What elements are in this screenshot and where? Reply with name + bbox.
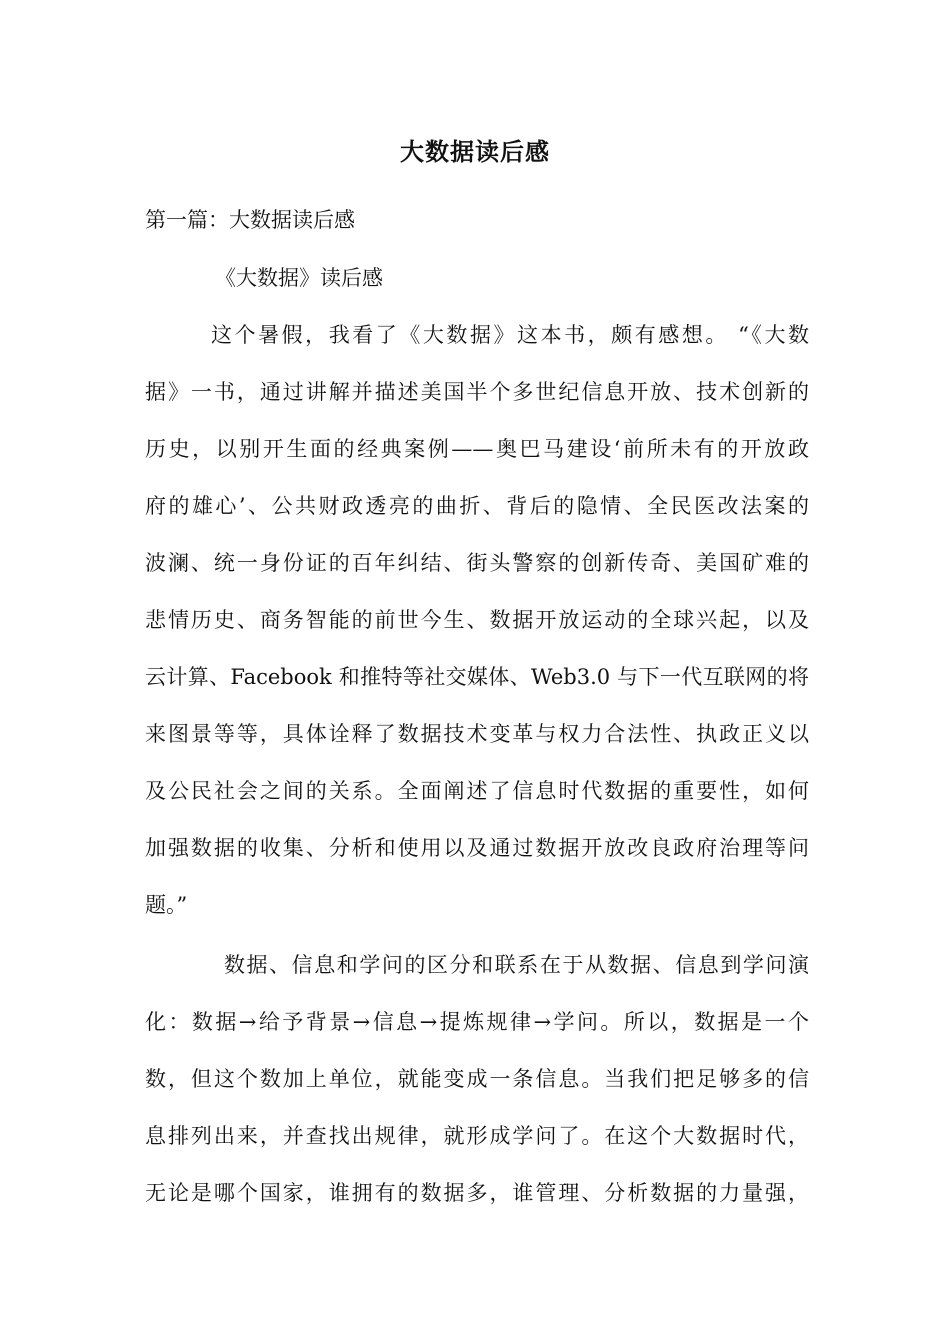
paragraph2-line: 化：数据→给予背景→信息→提炼规律→学问。所以，数据是一个 (145, 1010, 809, 1034)
paragraph1-line: 云计算、Facebook 和推特等社交媒体、Web3.0 与下一代互联网的将 (145, 665, 809, 689)
paragraph1-line: 来图景等等，具体诠释了数据技术变革与权力合法性、执政正义以 (145, 722, 809, 746)
document-title: 大数据读后感 (400, 138, 550, 166)
paragraph2-line: 数，但这个数加上单位，就能变成一条信息。当我们把足够多的信 (145, 1067, 809, 1091)
paragraph1-line: 加强数据的收集、分析和使用以及通过数据开放改良政府治理等问 (145, 836, 809, 860)
paragraph1-line: 府的雄心’、公共财政透亮的曲折、背后的隐情、全民医改法案的 (145, 494, 809, 518)
paragraph1-line: 悲情历史、商务智能的前世今生、数据开放运动的全球兴起，以及 (145, 608, 809, 632)
paragraph2-line: 无论是哪个国家，谁拥有的数据多，谁管理、分析数据的力量强， (145, 1181, 809, 1205)
paragraph2-line: 数据、信息和学问的区分和联系在于从数据、信息到学问演 (224, 953, 809, 977)
paragraph1-line: 历史，以别开生面的经典案例——奥巴马建设‘前所未有的开放政 (145, 437, 809, 461)
paragraph1-line: 波澜、统一身份证的百年纠结、街头警察的创新传奇、美国矿难的 (145, 551, 809, 575)
paragraph1-line: 题。” (145, 893, 188, 917)
paragraph1-line: 据》一书，通过讲解并描述美国半个多世纪信息开放、技术创新的 (145, 380, 809, 404)
paragraph1-line: 及公民社会之间的关系。全面阐述了信息时代数据的重要性，如何 (145, 779, 809, 803)
paragraph2-line: 息排列出来，并查找出规律，就形成学问了。在这个大数据时代， (145, 1124, 809, 1148)
paragraph1-line: 这个暑假，我看了《大数据》这本书，颇有感想。 “《大数 (211, 323, 809, 347)
section-heading: 第一篇：大数据读后感 (145, 208, 355, 232)
subtitle: 《大数据》读后感 (215, 266, 383, 290)
